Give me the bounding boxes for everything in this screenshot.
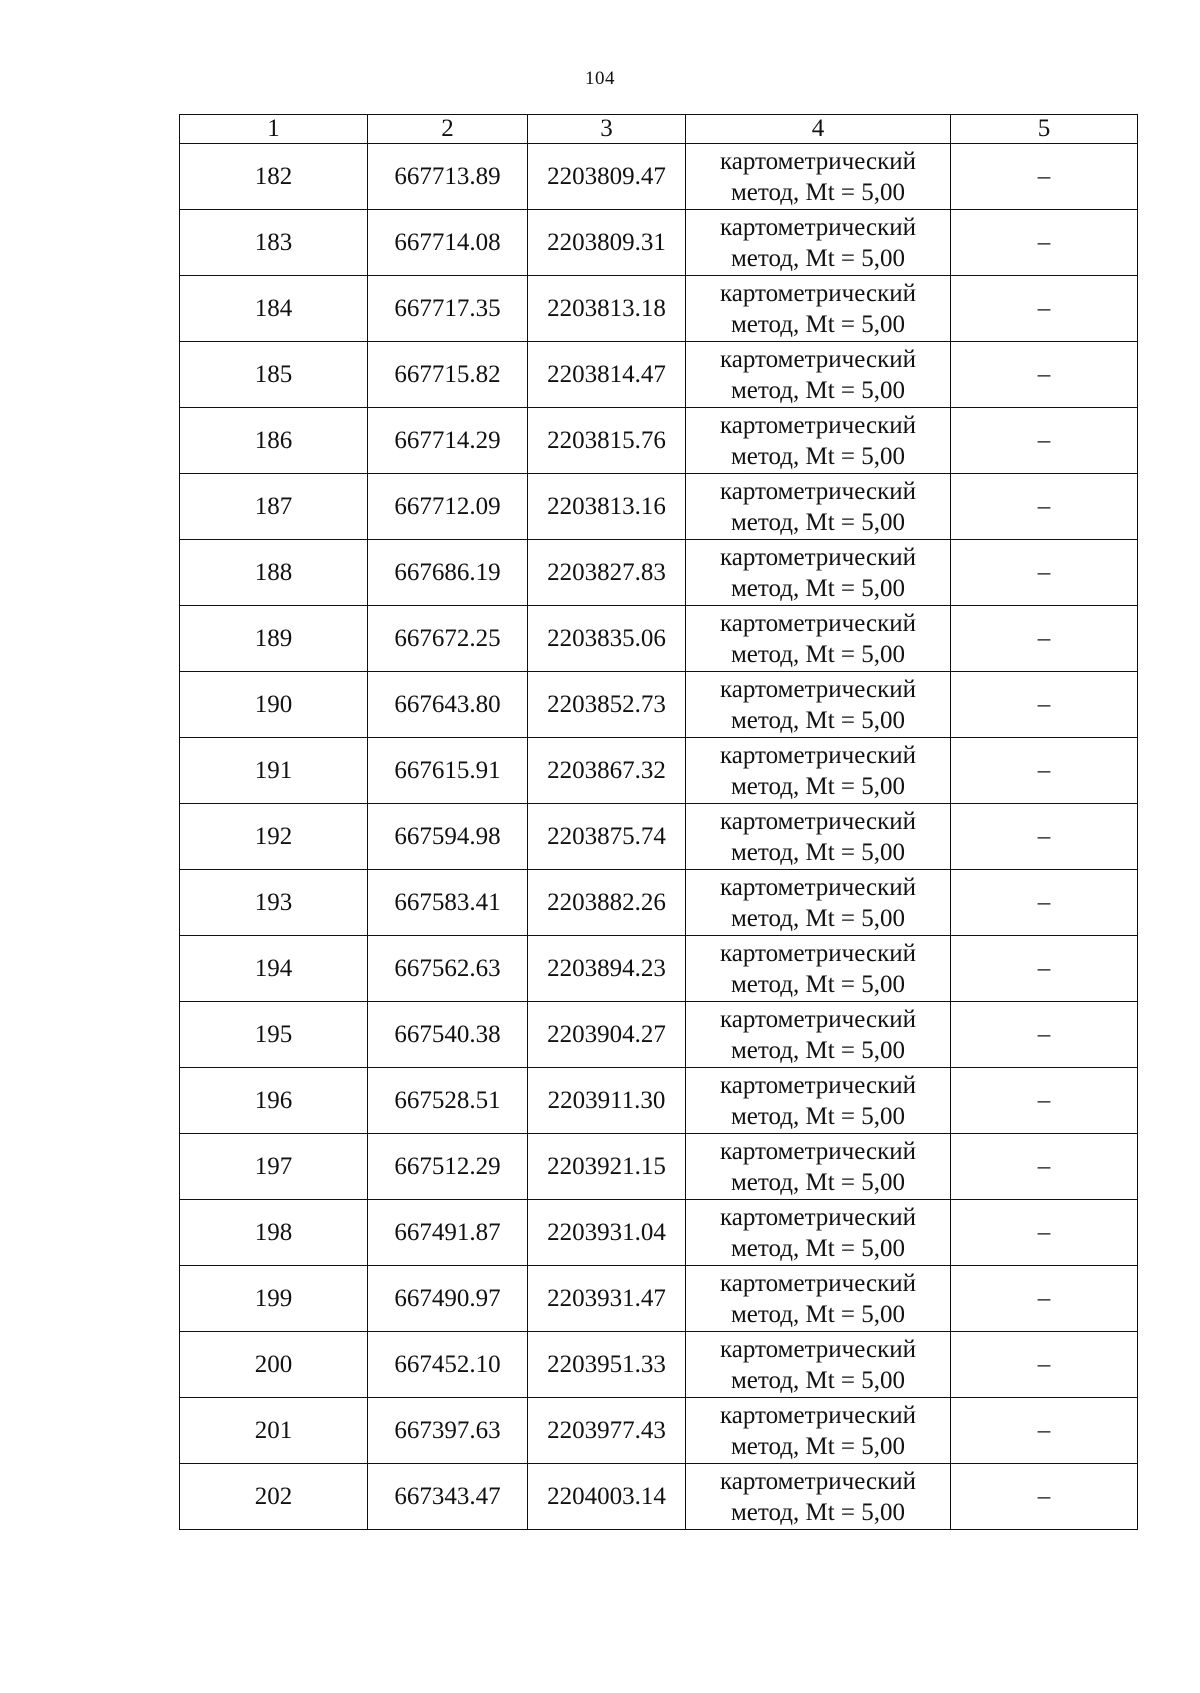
point-number-cell: 190 bbox=[180, 672, 368, 738]
method-line-2: метод, Mt = 5,00 bbox=[730, 1168, 906, 1196]
method-line-1: картометрический bbox=[720, 873, 916, 901]
method-line-2: метод, Mt = 5,00 bbox=[730, 1102, 906, 1130]
method-line-2: метод, Mt = 5,00 bbox=[730, 970, 906, 998]
method-cell bbox=[686, 804, 951, 870]
method-cell bbox=[686, 474, 951, 540]
note-cell: – bbox=[951, 870, 1138, 936]
method-line-1: картометрический bbox=[720, 411, 916, 439]
point-number-cell: 202 bbox=[180, 1464, 368, 1530]
method-line-2: метод, Mt = 5,00 bbox=[730, 1366, 906, 1394]
method-cell bbox=[686, 540, 951, 606]
point-number-cell: 194 bbox=[180, 936, 368, 1002]
x-coordinate-cell: 667452.10 bbox=[368, 1332, 528, 1398]
method-cell bbox=[686, 210, 951, 276]
method-line-2: метод, Mt = 5,00 bbox=[730, 574, 906, 602]
table-row bbox=[180, 1332, 1138, 1398]
method-line-1: картометрический bbox=[720, 1269, 916, 1297]
table-row bbox=[180, 1068, 1138, 1134]
point-number-cell: 198 bbox=[180, 1200, 368, 1266]
table-row bbox=[180, 540, 1138, 606]
x-coordinate-cell: 667643.80 bbox=[368, 672, 528, 738]
x-coordinate-cell: 667512.29 bbox=[368, 1134, 528, 1200]
method-line-1: картометрический bbox=[720, 279, 916, 307]
method-cell bbox=[686, 144, 951, 210]
y-coordinate-cell: 2203815.76 bbox=[528, 408, 686, 474]
note-cell: – bbox=[951, 342, 1138, 408]
table-row bbox=[180, 1464, 1138, 1530]
method-cell bbox=[686, 1332, 951, 1398]
method-cell bbox=[686, 1464, 951, 1530]
x-coordinate-cell: 667397.63 bbox=[368, 1398, 528, 1464]
table-row bbox=[180, 804, 1138, 870]
method-cell bbox=[686, 1398, 951, 1464]
method-line-1: картометрический bbox=[720, 1203, 916, 1231]
y-coordinate-cell: 2203875.74 bbox=[528, 804, 686, 870]
method-line-2: метод, Mt = 5,00 bbox=[730, 1432, 906, 1460]
header-cell-2: 2 bbox=[368, 115, 528, 144]
page-number: 104 bbox=[585, 68, 615, 89]
note-cell: – bbox=[951, 1134, 1138, 1200]
method-line-1: картометрический bbox=[720, 213, 916, 241]
y-coordinate-cell: 2203809.47 bbox=[528, 144, 686, 210]
method-line-1: картометрический bbox=[720, 1335, 916, 1363]
method-line-2: метод, Mt = 5,00 bbox=[730, 1234, 906, 1262]
method-line-2: метод, Mt = 5,00 bbox=[730, 640, 906, 668]
method-line-1: картометрический bbox=[720, 543, 916, 571]
y-coordinate-cell: 2203835.06 bbox=[528, 606, 686, 672]
y-coordinate-cell: 2203813.16 bbox=[528, 474, 686, 540]
y-coordinate-cell: 2203894.23 bbox=[528, 936, 686, 1002]
point-number-cell: 197 bbox=[180, 1134, 368, 1200]
y-coordinate-cell: 2203809.31 bbox=[528, 210, 686, 276]
table-row bbox=[180, 870, 1138, 936]
method-line-1: картометрический bbox=[720, 477, 916, 505]
y-coordinate-cell: 2203951.33 bbox=[528, 1332, 686, 1398]
note-cell: – bbox=[951, 606, 1138, 672]
x-coordinate-cell: 667715.82 bbox=[368, 342, 528, 408]
method-line-1: картометрический bbox=[720, 1071, 916, 1099]
x-coordinate-cell: 667615.91 bbox=[368, 738, 528, 804]
point-number-cell: 185 bbox=[180, 342, 368, 408]
x-coordinate-cell: 667686.19 bbox=[368, 540, 528, 606]
method-line-2: метод, Mt = 5,00 bbox=[730, 772, 906, 800]
point-number-cell: 201 bbox=[180, 1398, 368, 1464]
table-row bbox=[180, 1002, 1138, 1068]
method-line-1: картометрический bbox=[720, 1005, 916, 1033]
point-number-cell: 183 bbox=[180, 210, 368, 276]
note-cell: – bbox=[951, 1200, 1138, 1266]
method-cell bbox=[686, 870, 951, 936]
x-coordinate-cell: 667712.09 bbox=[368, 474, 528, 540]
point-number-cell: 195 bbox=[180, 1002, 368, 1068]
method-line-2: метод, Mt = 5,00 bbox=[730, 1498, 906, 1526]
y-coordinate-cell: 2203813.18 bbox=[528, 276, 686, 342]
y-coordinate-cell: 2203867.32 bbox=[528, 738, 686, 804]
method-line-1: картометрический bbox=[720, 1467, 916, 1495]
method-line-2: метод, Mt = 5,00 bbox=[730, 442, 906, 470]
note-cell: – bbox=[951, 144, 1138, 210]
method-line-1: картометрический bbox=[720, 675, 916, 703]
table-row bbox=[180, 672, 1138, 738]
method-cell bbox=[686, 1134, 951, 1200]
x-coordinate-cell: 667672.25 bbox=[368, 606, 528, 672]
y-coordinate-cell: 2203931.04 bbox=[528, 1200, 686, 1266]
note-cell: – bbox=[951, 1068, 1138, 1134]
method-line-1: картометрический bbox=[720, 609, 916, 637]
note-cell: – bbox=[951, 1002, 1138, 1068]
method-cell bbox=[686, 1002, 951, 1068]
header-cell-3: 3 bbox=[528, 115, 686, 144]
point-number-cell: 196 bbox=[180, 1068, 368, 1134]
table-row bbox=[180, 1398, 1138, 1464]
x-coordinate-cell: 667490.97 bbox=[368, 1266, 528, 1332]
method-line-2: метод, Mt = 5,00 bbox=[730, 244, 906, 272]
method-line-1: картометрический bbox=[720, 147, 916, 175]
note-cell: – bbox=[951, 738, 1138, 804]
table-row bbox=[180, 606, 1138, 672]
point-number-cell: 192 bbox=[180, 804, 368, 870]
y-coordinate-cell: 2203931.47 bbox=[528, 1266, 686, 1332]
method-cell bbox=[686, 276, 951, 342]
y-coordinate-cell: 2203827.83 bbox=[528, 540, 686, 606]
method-line-2: метод, Mt = 5,00 bbox=[730, 310, 906, 338]
note-cell: – bbox=[951, 474, 1138, 540]
method-line-1: картометрический bbox=[720, 1401, 916, 1429]
table-row bbox=[180, 1134, 1138, 1200]
method-cell bbox=[686, 1068, 951, 1134]
note-cell: – bbox=[951, 1332, 1138, 1398]
method-cell bbox=[686, 342, 951, 408]
x-coordinate-cell: 667714.08 bbox=[368, 210, 528, 276]
table-row bbox=[180, 408, 1138, 474]
method-cell bbox=[686, 408, 951, 474]
table-row bbox=[180, 342, 1138, 408]
note-cell: – bbox=[951, 936, 1138, 1002]
point-number-cell: 188 bbox=[180, 540, 368, 606]
point-number-cell: 200 bbox=[180, 1332, 368, 1398]
x-coordinate-cell: 667528.51 bbox=[368, 1068, 528, 1134]
header-cell-1: 1 bbox=[180, 115, 368, 144]
table-row bbox=[180, 144, 1138, 210]
table-header bbox=[180, 115, 1138, 144]
table-row bbox=[180, 1200, 1138, 1266]
y-coordinate-cell: 2203814.47 bbox=[528, 342, 686, 408]
note-cell: – bbox=[951, 408, 1138, 474]
header-cell-4: 4 bbox=[686, 115, 951, 144]
method-cell bbox=[686, 1200, 951, 1266]
y-coordinate-cell: 2204003.14 bbox=[528, 1464, 686, 1530]
point-number-cell: 199 bbox=[180, 1266, 368, 1332]
header-cell-5: 5 bbox=[951, 115, 1138, 144]
point-number-cell: 182 bbox=[180, 144, 368, 210]
table-body bbox=[180, 144, 1138, 1530]
method-cell bbox=[686, 936, 951, 1002]
method-line-1: картометрический bbox=[720, 939, 916, 967]
method-line-1: картометрический bbox=[720, 345, 916, 373]
point-number-cell: 184 bbox=[180, 276, 368, 342]
method-cell bbox=[686, 1266, 951, 1332]
y-coordinate-cell: 2203882.26 bbox=[528, 870, 686, 936]
method-line-2: метод, Mt = 5,00 bbox=[730, 178, 906, 206]
coordinates-table bbox=[179, 114, 1138, 1530]
method-line-2: метод, Mt = 5,00 bbox=[730, 1036, 906, 1064]
note-cell: – bbox=[951, 1398, 1138, 1464]
table-row bbox=[180, 738, 1138, 804]
point-number-cell: 187 bbox=[180, 474, 368, 540]
point-number-cell: 193 bbox=[180, 870, 368, 936]
method-line-2: метод, Mt = 5,00 bbox=[730, 838, 906, 866]
note-cell: – bbox=[951, 276, 1138, 342]
y-coordinate-cell: 2203852.73 bbox=[528, 672, 686, 738]
table-row bbox=[180, 474, 1138, 540]
y-coordinate-cell: 2203977.43 bbox=[528, 1398, 686, 1464]
method-line-2: метод, Mt = 5,00 bbox=[730, 508, 906, 536]
table-row bbox=[180, 936, 1138, 1002]
x-coordinate-cell: 667491.87 bbox=[368, 1200, 528, 1266]
point-number-cell: 191 bbox=[180, 738, 368, 804]
x-coordinate-cell: 667540.38 bbox=[368, 1002, 528, 1068]
header-row bbox=[180, 115, 1138, 144]
method-line-2: метод, Mt = 5,00 bbox=[730, 1300, 906, 1328]
point-number-cell: 189 bbox=[180, 606, 368, 672]
x-coordinate-cell: 667562.63 bbox=[368, 936, 528, 1002]
method-line-2: метод, Mt = 5,00 bbox=[730, 706, 906, 734]
x-coordinate-cell: 667714.29 bbox=[368, 408, 528, 474]
note-cell: – bbox=[951, 1266, 1138, 1332]
note-cell: – bbox=[951, 672, 1138, 738]
table-row bbox=[180, 276, 1138, 342]
note-cell: – bbox=[951, 540, 1138, 606]
method-line-2: метод, Mt = 5,00 bbox=[730, 376, 906, 404]
x-coordinate-cell: 667713.89 bbox=[368, 144, 528, 210]
y-coordinate-cell: 2203921.15 bbox=[528, 1134, 686, 1200]
note-cell: – bbox=[951, 210, 1138, 276]
method-cell bbox=[686, 738, 951, 804]
table-row bbox=[180, 210, 1138, 276]
note-cell: – bbox=[951, 804, 1138, 870]
method-line-1: картометрический bbox=[720, 1137, 916, 1165]
x-coordinate-cell: 667594.98 bbox=[368, 804, 528, 870]
method-line-1: картометрический bbox=[720, 741, 916, 769]
method-line-1: картометрический bbox=[720, 807, 916, 835]
method-cell bbox=[686, 606, 951, 672]
point-number-cell: 186 bbox=[180, 408, 368, 474]
method-cell bbox=[686, 672, 951, 738]
x-coordinate-cell: 667583.41 bbox=[368, 870, 528, 936]
x-coordinate-cell: 667717.35 bbox=[368, 276, 528, 342]
y-coordinate-cell: 2203904.27 bbox=[528, 1002, 686, 1068]
table-row bbox=[180, 1266, 1138, 1332]
y-coordinate-cell: 2203911.30 bbox=[528, 1068, 686, 1134]
x-coordinate-cell: 667343.47 bbox=[368, 1464, 528, 1530]
note-cell: – bbox=[951, 1464, 1138, 1530]
method-line-2: метод, Mt = 5,00 bbox=[730, 904, 906, 932]
